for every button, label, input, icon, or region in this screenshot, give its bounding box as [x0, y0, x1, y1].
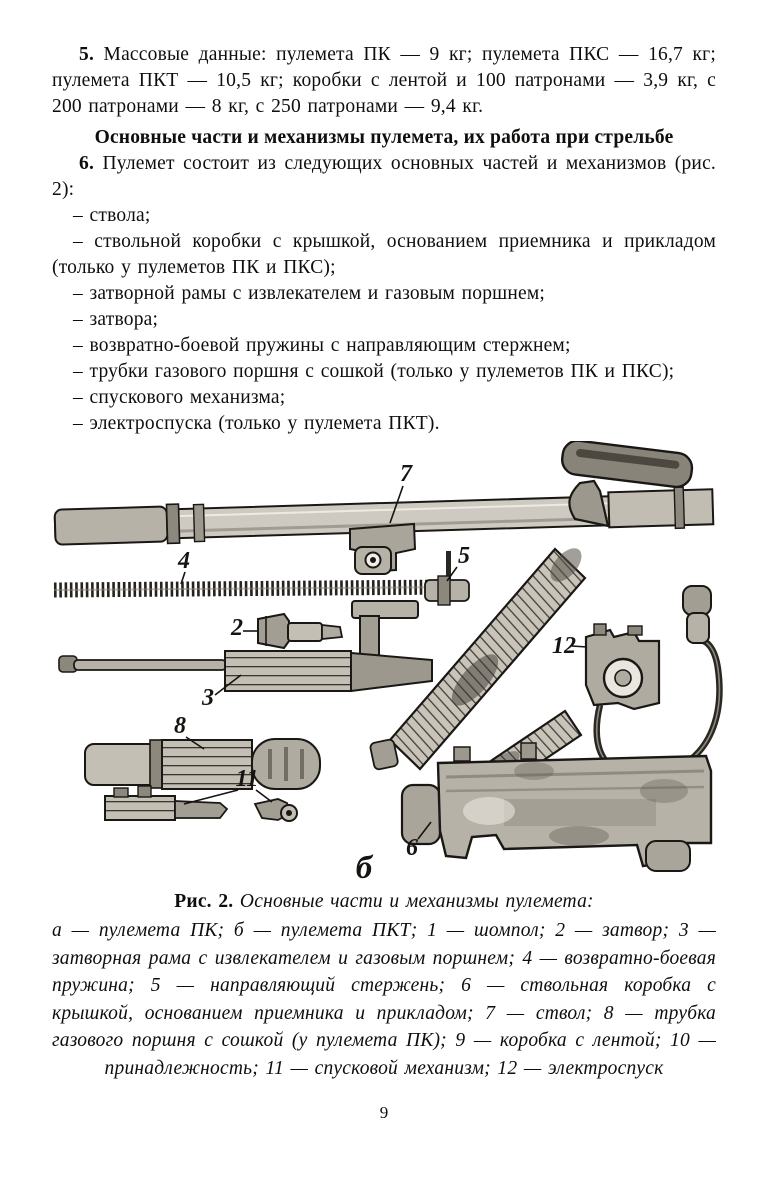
figure-caption-legend: а — пулемета ПК; б — пулемета ПКТ; 1 — шомпол; 2 — затвор; 3 — затворная рама с извлекателем и газовым поршнем; 4 — возвратно-боевая пружина; 5 — направляющий стержень; 6 — ствольная коробка с крышкой, основанием приемника и прикладом; 7 — ствол; 8 — трубка газового поршня с сошкой (у пулемета ПК); 9 — коробка с лентой; 10 — принадлежность; 11 — спусковой механизм; 12 — электроспуск: [52, 920, 716, 1079]
paragraph-6-text: Пулемет состоит из следующих основных частей и механизмов (рис. 2):: [52, 153, 716, 200]
barrel-part: [54, 441, 713, 574]
paragraph-5-number: 5.: [79, 44, 95, 65]
list-item: – электроспуска (только у пулемета ПКТ).: [73, 413, 440, 434]
label-receiver: 6: [406, 835, 418, 861]
label-bolt: 2: [231, 615, 243, 641]
list-item: – возвратно-боевой пружины с направляющим стержнем;: [73, 335, 571, 356]
list-item: – спускового механизма;: [73, 387, 286, 408]
label-guide-rod: 5: [458, 543, 470, 569]
parts-list: [52, 203, 716, 437]
figure-caption-title: [52, 889, 716, 915]
label-trigger-mech: 11: [235, 766, 259, 792]
gas-block: [350, 524, 415, 574]
section-heading: Основные части и механизмы пулемета, их работа при стрельбе: [94, 127, 674, 148]
list-item: – затворной рамы с извлекателем и газовым поршнем;: [73, 283, 546, 304]
return-spring-part: [54, 548, 458, 590]
guide-rod-part: [425, 543, 470, 605]
figure-2-parts-diagram: [34, 441, 740, 881]
label-variant-b: б: [355, 850, 373, 881]
label-barrel: 7: [400, 461, 412, 487]
leader-trigger-mech-right: [256, 790, 272, 802]
figure-caption-title-text: Основные части и механизмы пулемета:: [233, 891, 594, 912]
list-item: – затвора;: [73, 309, 159, 330]
gas-tube-part: [85, 713, 320, 789]
electric-trigger-part: [552, 586, 719, 776]
label-bolt-carrier: 3: [202, 685, 214, 711]
list-item: – ствола;: [73, 205, 151, 226]
label-electric-trigger: 12: [552, 633, 576, 659]
paragraph-6: [52, 151, 716, 203]
list-item: – трубки газового поршня с сошкой (только у пулеметов ПК и ПКС);: [73, 361, 675, 382]
page-number: 9: [379, 1103, 389, 1122]
figure-caption-number: Рис. 2.: [174, 891, 234, 912]
label-spring: 4: [178, 548, 190, 574]
machine-gun-parts-illustration: [34, 441, 740, 881]
paragraph-5: [52, 42, 716, 120]
paragraph-6-number: 6.: [79, 153, 95, 174]
receiver-part: [356, 743, 711, 881]
leader-electric-trigger: [572, 646, 587, 647]
list-item: – ствольной коробки с крышкой, основанием приемника и прикладом (только у пулеметов ПК и ПКС);: [52, 231, 716, 278]
paragraph-5-text: Массовые данные: пулемета ПК — 9 кг; пулемета ПКС — 16,7 кг; пулемета ПКТ — 10,5 кг; коробки с лентой и 100 патронами — 3,9 кг, с 200 патронами — 8 кг, с 250 патронами — 9,4 кг.: [52, 44, 716, 117]
label-gas-tube: 8: [174, 713, 186, 739]
bolt-part: [230, 614, 342, 648]
bolt-carrier-part: [59, 601, 432, 711]
